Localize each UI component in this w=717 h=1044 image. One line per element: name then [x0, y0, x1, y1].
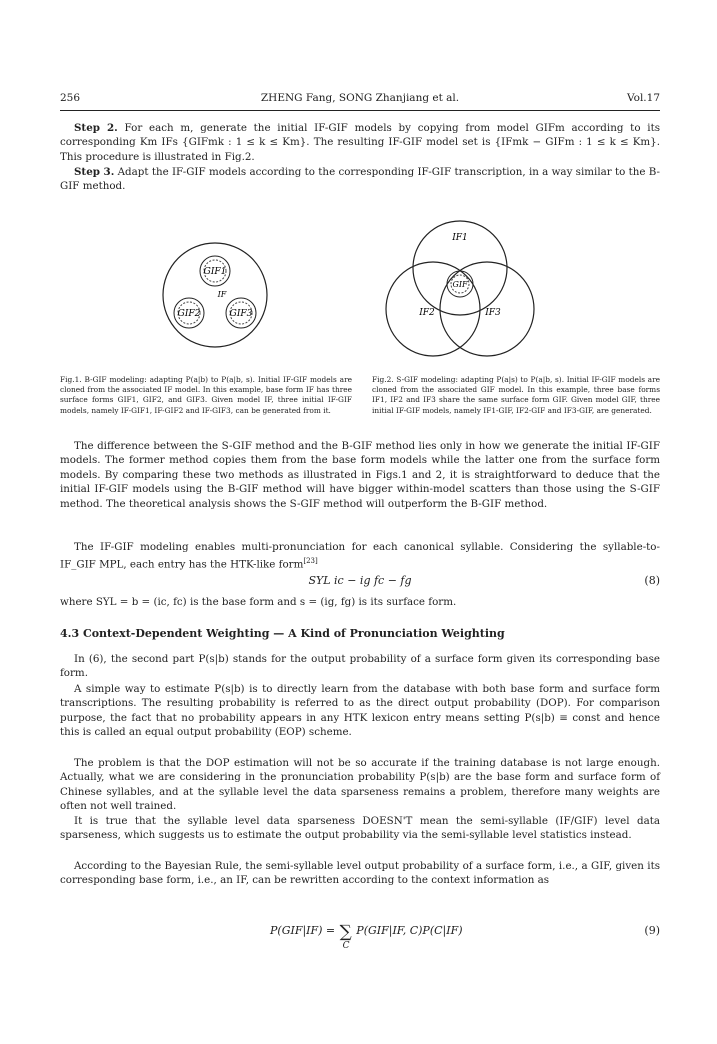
equation-8-body: SYL ic − ig fc − fg: [308, 574, 412, 587]
header-rule: [60, 110, 660, 111]
paragraph-3: The problem is that the DOP estimation will not be so accurate if the training database is not large enough. Actually, what we are considering in the pronunciation probability P(s|b) are the base form and surface form of Chinese syllables, and at the syllable level the data sparseness remains a problem, therefore many weights are often not well trained.: [60, 757, 660, 813]
if-circle: [163, 243, 267, 347]
equation-9: [60, 922, 660, 962]
figure-2-diagram: [385, 212, 535, 372]
volume-label: Vol.17: [627, 92, 660, 104]
step-3-label: Step 3.: [74, 166, 115, 178]
gif2-label: GIF2: [177, 309, 201, 319]
running-title: ZHENG Fang, SONG Zhanjiang et al.: [260, 92, 460, 104]
if3-label: IF3: [485, 308, 501, 318]
gif1-label: GIF1: [203, 267, 227, 277]
paragraph-1: In (6), the second part P(s|b) stands for the output probability of a surface form given its corresponding base form.: [60, 653, 660, 680]
mpl-text: The IF-GIF modeling enables multi-pronunciation for each canonical syllable. Considering the syllable-to-IF_GIF MPL, each entry has the HTK-like form: [60, 541, 660, 571]
step-2-label: Step 2.: [74, 122, 118, 134]
gif3-label: GIF3: [229, 309, 253, 319]
section-heading-4-3: 4.3 Context-Dependent Weighting — A Kind of Pronunciation Weighting: [60, 627, 505, 640]
figure-1-diagram: [160, 240, 270, 350]
step-2-paragraph: [60, 121, 660, 164]
equation-9-rhs: P(GIF|IF, C)P(C|IF): [352, 924, 463, 937]
if1-label: IF1: [452, 233, 468, 243]
step-2-text: For each m, generate the initial IF-GIF models by copying from model GIFm according to its corresponding Km IFs {GIFmk : 1 ≤ k ≤ Km}. The resulting IF-GIF model set is {IFmk − GIFm : 1 ≤ k ≤ Km}. This procedure is illustrated in Fig.2.: [60, 122, 660, 163]
difference-paragraph: The difference between the S-GIF method and the B-GIF method lies only in how we generate the initial IF-GIF models. The former method copies them from the base form models while the latter one from the surface form models. By comparing these two methods as illustrated in Figs.1 and 2, it is straightforward to deduce that the initial IF-GIF models using the B-GIF method will have bigger within-model scatters than those using the S-GIF method. The theoretical analysis shows the S-GIF method will outperform the B-GIF method.: [60, 440, 660, 510]
equation-9-lhs: P(GIF|IF) =: [270, 924, 339, 937]
summation-subscript: C: [342, 941, 350, 951]
figure-1-caption: Fig.1. B-GIF modeling: adapting P(a|b) to P(a|b, s). Initial IF-GIF models are cloned from the associated IF model. In this example, base form IF has three surface forms GIF1, GIF2, and GIF3. Given model IF, three initial IF-GIF models, namely IF-GIF1, IF-GIF2 and IF-GIF3, can be generated from it.: [60, 375, 352, 415]
where-paragraph: where SYL = b = (ic, fc) is the base form and s = (ig, fg) is its surface form.: [60, 596, 457, 608]
mpl-paragraph: [60, 540, 660, 572]
figure-2-caption: Fig.2. S-GIF modeling: adapting P(a|s) to P(a|b, s). Initial IF-GIF models are cloned from the associated GIF model. In this example, three base forms IF1, IF2 and IF3 share the same surface form GIF. Given model GIF, three initial IF-GIF models, namely IF1-GIF, IF2-GIF and IF3-GIF, are generated.: [372, 375, 660, 415]
equation-9-body: [270, 922, 463, 951]
summation-symbol: ∑ C: [339, 922, 352, 951]
citation-23: [23]: [303, 557, 318, 566]
step-3-text: Adapt the IF-GIF models according to the corresponding IF-GIF transcription, in a way similar to the B-GIF method.: [60, 166, 661, 193]
paper-page: [60, 0, 660, 1044]
step-3-paragraph: [60, 165, 660, 194]
equation-8-number: (8): [644, 574, 660, 587]
page-number: 256: [60, 92, 81, 104]
paragraph-5: According to the Bayesian Rule, the semi-syllable level output probability of a surface form, i.e., a GIF, given its corresponding base form, i.e., an IF, can be rewritten according to the context information as: [60, 860, 660, 887]
paragraph-2: A simple way to estimate P(s|b) is to directly learn from the database with both base form and surface form transcriptions. The resulting probability is referred to as the direct output probability (DOP). For comparison purpose, the fact that no probability appears in any HTK lexicon entry means setting P(s|b) ≡ const and hence this is called an equal output probability (EOP) scheme.: [60, 683, 660, 739]
if2-label: IF2: [419, 308, 435, 318]
equation-9-number: (9): [644, 924, 660, 937]
paragraph-4: It is true that the syllable level data sparseness DOESN'T mean the semi-syllable (IF/GIF) level data sparseness, which suggests us to estimate the output probability via the semi-syllable level statistics instead.: [60, 815, 660, 842]
gif-label: GIF: [452, 280, 468, 289]
if-label: IF: [217, 290, 227, 299]
